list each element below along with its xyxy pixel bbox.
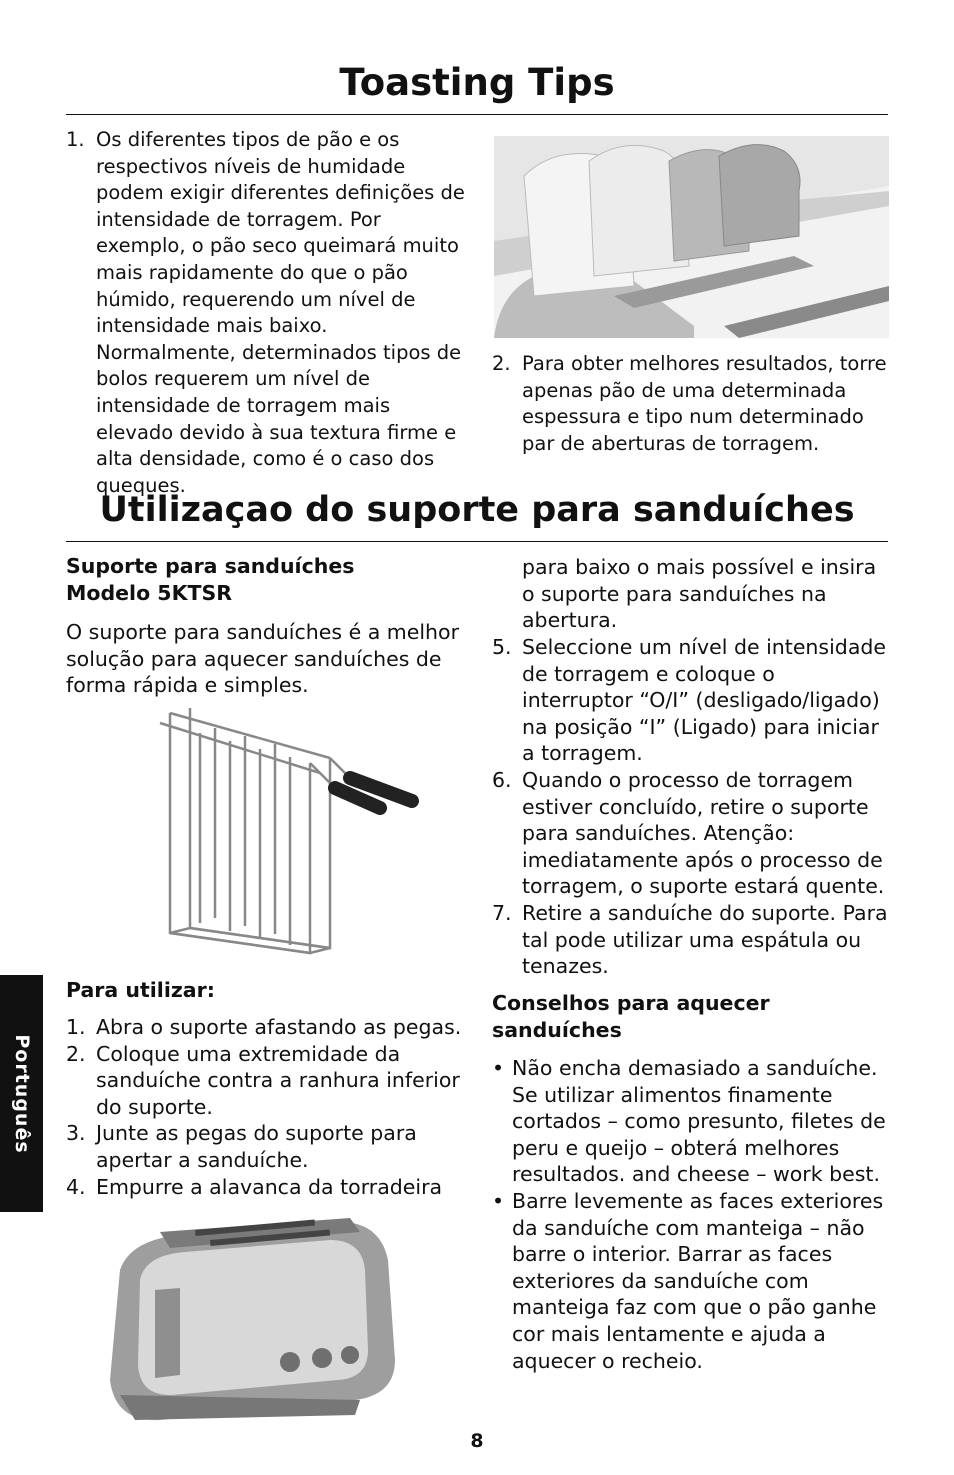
- list-item: [492, 900, 888, 980]
- bullet-icon: •: [492, 1188, 505, 1213]
- usage-steps-left: [66, 1014, 466, 1200]
- list-text: Retire a sanduíche do suporte. Para tal pode utilizar uma espátula ou tenazes.: [522, 900, 888, 979]
- list-item: [66, 1014, 466, 1041]
- list-text: Abra o suporte afastando as pegas.: [96, 1015, 462, 1039]
- list-item: [66, 1174, 466, 1201]
- list-text: Junte as pegas do suporte para apertar a sanduíche.: [96, 1121, 417, 1172]
- list-text: Quando o processo de torragem estiver concluído, retire o suporte para sanduíches. Atenção: imediatamente após o processo de torragem, o suporte estará quente.: [522, 767, 885, 899]
- toasting-tip-2: [492, 351, 888, 457]
- list-number: 2.: [492, 352, 511, 375]
- list-number: 4.: [66, 1174, 86, 1199]
- toaster-bread-photo: [494, 136, 889, 338]
- list-number: 1.: [66, 128, 85, 151]
- list-item: [492, 1055, 892, 1188]
- list-number: 2.: [66, 1041, 86, 1066]
- step-4-continued: para baixo o mais possível e insira o suporte para sanduíches na abertura.: [522, 555, 877, 633]
- list-number: 3.: [66, 1121, 86, 1146]
- sandwich-tips-list: [492, 1055, 892, 1374]
- how-to-use-heading: Para utilizar:: [66, 978, 215, 1002]
- list-number: 6.: [492, 767, 512, 792]
- toasting-tip-1: [66, 127, 466, 499]
- sandwich-tips-heading: [492, 990, 888, 1043]
- section-title-sandwich-rack: Utilizaçao do suporte para sanduíches: [99, 490, 855, 530]
- page-number: 8: [470, 1430, 484, 1452]
- toaster-photo: [100, 1210, 400, 1425]
- language-side-tab: [0, 975, 43, 1212]
- heading-line: sanduíches: [492, 1017, 622, 1042]
- title-divider: [66, 114, 888, 115]
- list-item: [66, 127, 466, 499]
- section-divider: [66, 541, 888, 542]
- rack-model-heading: [66, 553, 466, 606]
- heading-line: Modelo 5KTSR: [66, 580, 232, 605]
- list-number: 5.: [492, 635, 512, 659]
- list-item: [492, 634, 888, 767]
- list-text: Os diferentes tipos de pão e os respectivos níveis de humidade podem exigir diferentes definições de intensidade de torragem. Por exemplo, o pão seco queimará muito mais rapidamente do que o pão húmido, requerendo um nível de intensidade mais baixo. Normalmente, determinados tipos de bolos requerem um nível de intensidade de torragem mais elevado devido à sua textura firme e alta densidade, como é o caso dos queques.: [96, 128, 465, 497]
- list-item: [492, 1188, 892, 1374]
- list-text: Para obter melhores resultados, torre apenas pão de uma determinada espessura e tipo num determinado par de aberturas de torragem.: [522, 352, 887, 455]
- list-text: Coloque uma extremidade da sanduíche contra a ranhura inferior do suporte.: [96, 1041, 460, 1119]
- page-title-toasting-tips: Toasting Tips: [339, 61, 615, 104]
- list-item: [66, 1041, 466, 1121]
- list-text: Empurre a alavanca da torradeira: [96, 1174, 443, 1199]
- list-item: [492, 351, 888, 457]
- list-item: [66, 1120, 466, 1173]
- sandwich-rack-icon: [140, 703, 430, 971]
- list-text: Barre levemente as faces exteriores da sanduíche com manteiga – não barre o interior. Barrar as faces exteriores da sanduíche com manteiga faz com que o pão ganhe cor mais lentamente e ajuda a aquecer o recheio.: [512, 1188, 884, 1373]
- list-number: 7.: [492, 900, 512, 925]
- language-label: Português: [10, 1033, 33, 1154]
- list-text: Seleccione um nível de intensidade de torragem e coloque o interruptor “O/I” (desligado/ligado) na posição “I” (Ligado) para iniciar a torragem.: [522, 635, 887, 766]
- bullet-icon: •: [492, 1056, 505, 1080]
- list-text: Não encha demasiado a sanduíche. Se utilizar alimentos finamente cortados – como presunto, filetes de peru e queijo – obterá melhores resultados. and cheese – work best.: [512, 1056, 886, 1187]
- toaster-illustration: [100, 1210, 400, 1425]
- list-item: [492, 767, 888, 900]
- heading-line: Suporte para sanduíches: [66, 554, 355, 578]
- rack-intro: O suporte para sanduíches é a melhor solução para aquecer sanduíches de forma rápida e simples.: [66, 620, 460, 698]
- usage-steps-right: [492, 634, 888, 980]
- toaster-bread-illustration: [494, 136, 889, 338]
- heading-line: Conselhos para aquecer: [492, 991, 770, 1015]
- sandwich-rack-illustration: [140, 703, 430, 971]
- list-number: 1.: [66, 1015, 86, 1039]
